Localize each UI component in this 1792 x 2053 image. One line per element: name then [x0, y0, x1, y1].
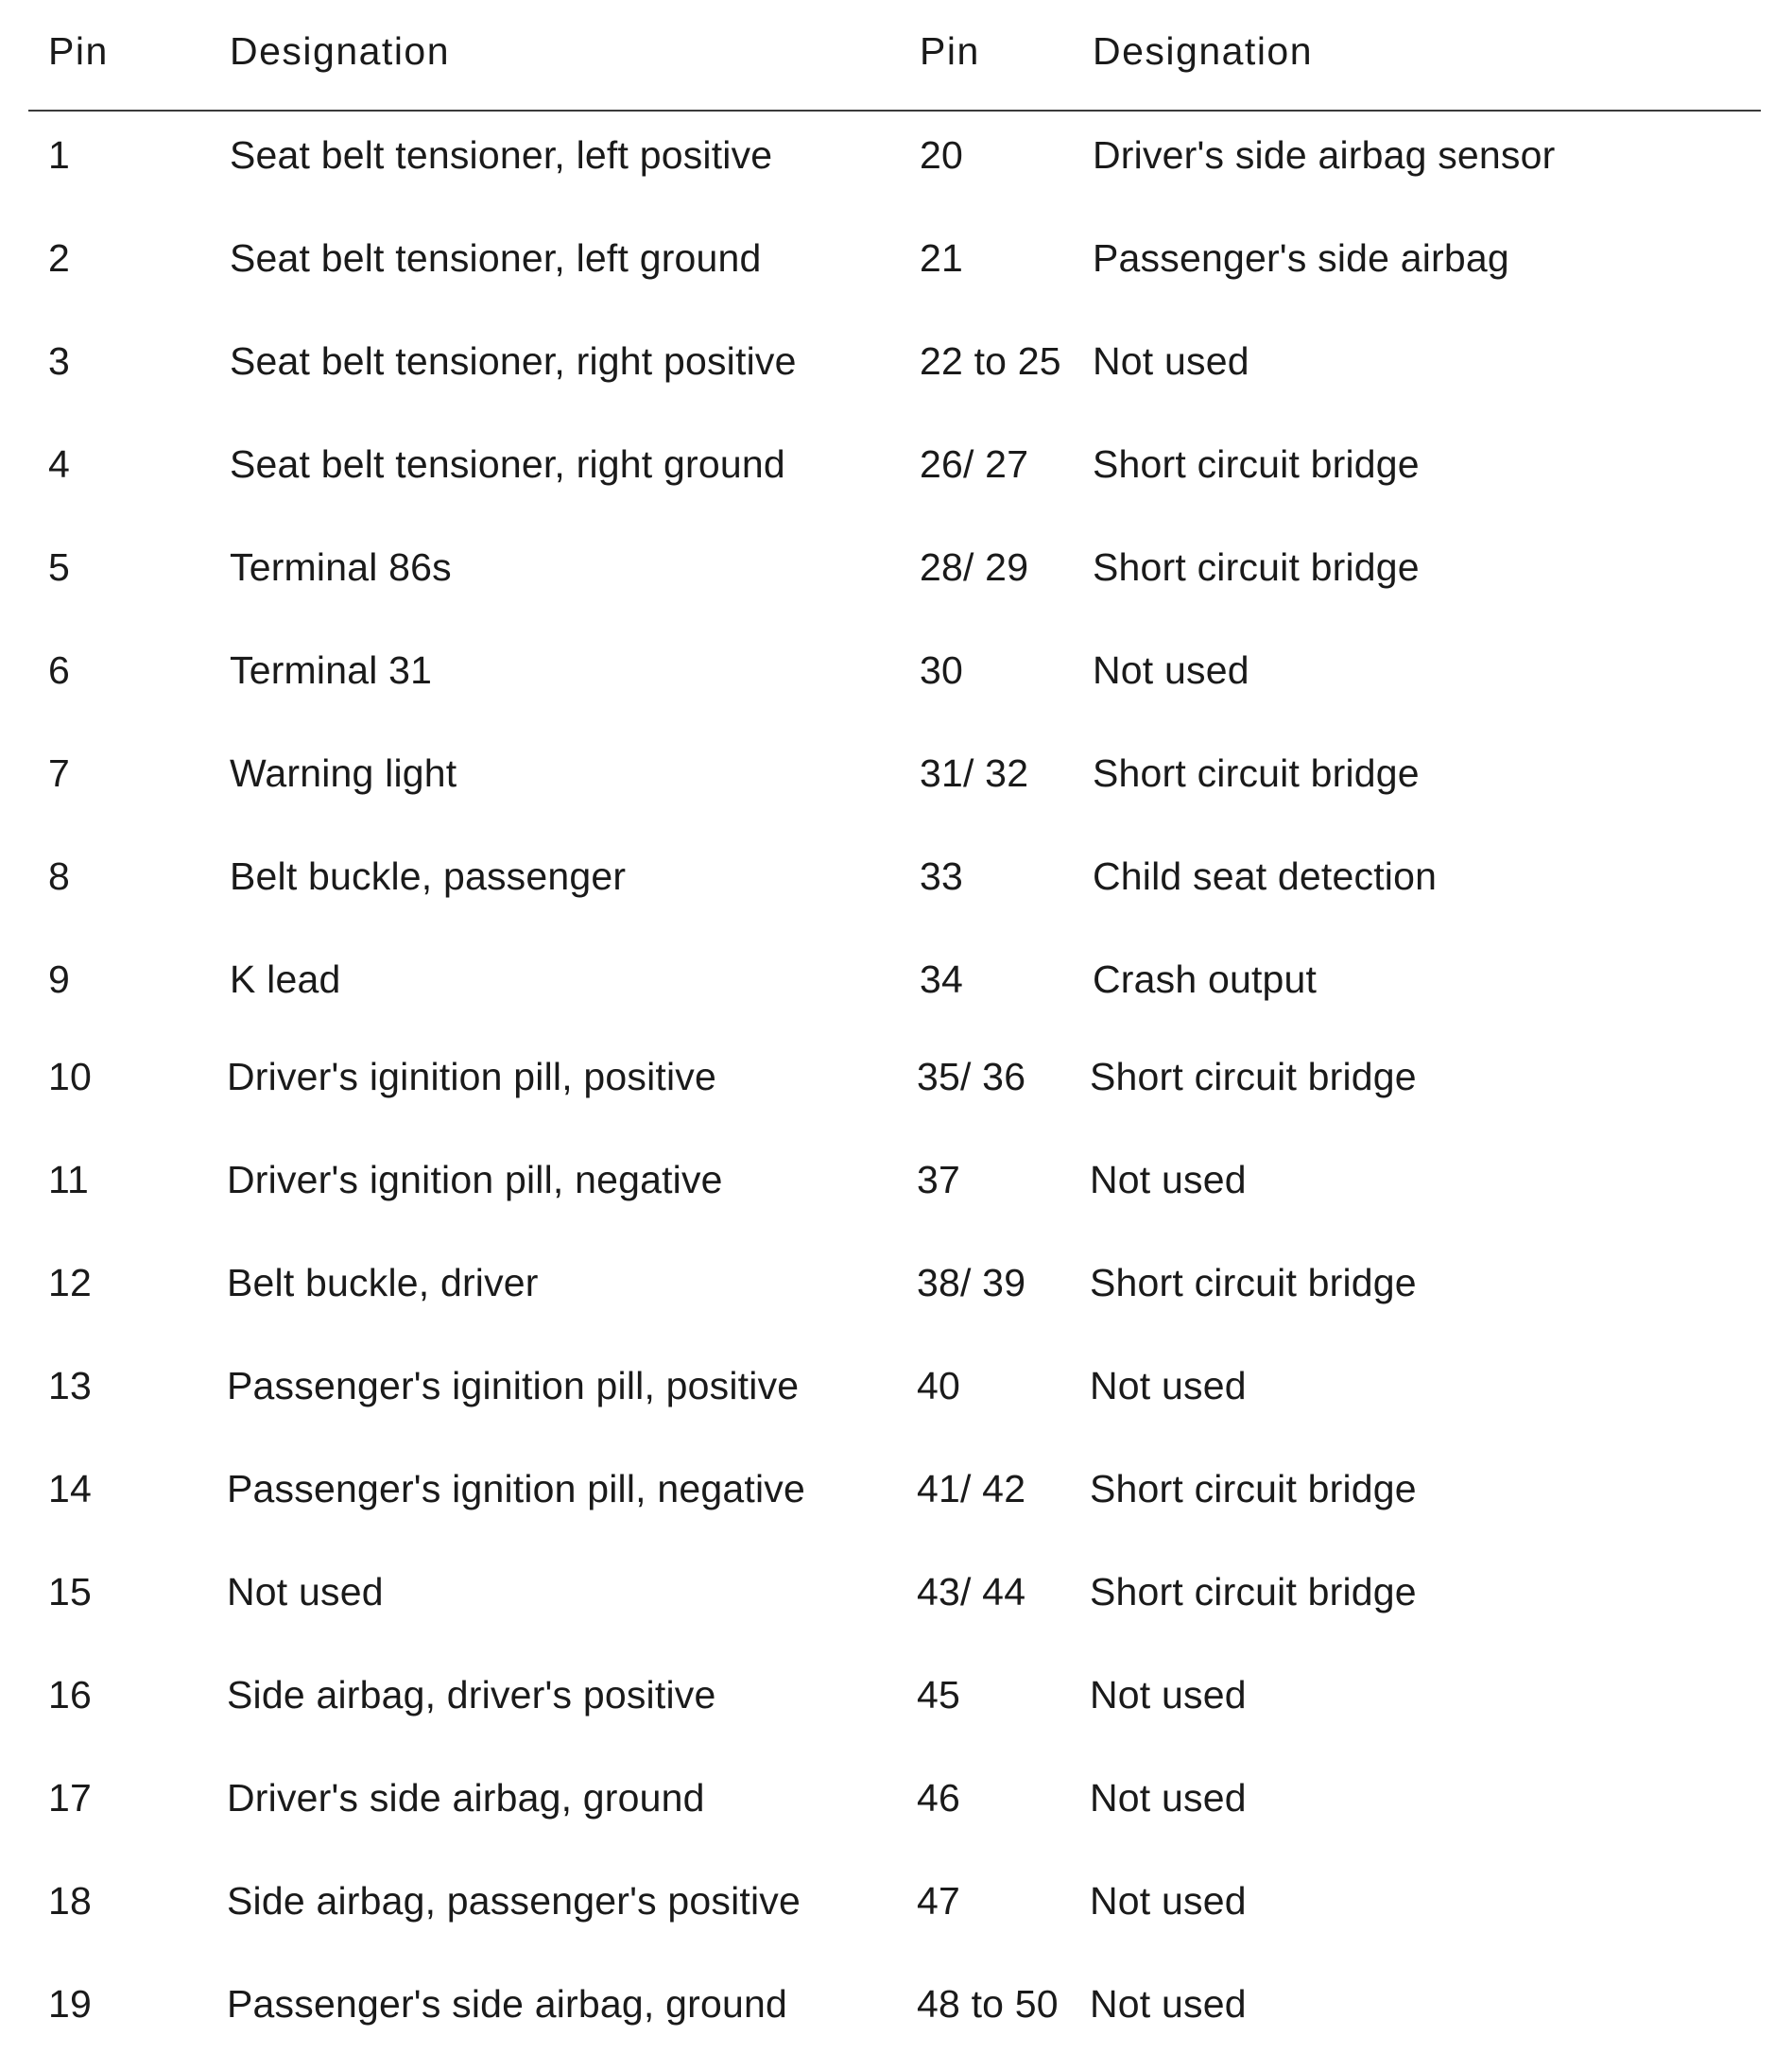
pin-number-right: 35/ 36: [917, 1055, 1026, 1098]
pin-number-left: 7: [48, 751, 71, 795]
designation-left: Not used: [227, 1570, 384, 1613]
pin-number-right: 40: [917, 1364, 961, 1407]
pin-number-right: 22 to 25: [920, 339, 1061, 383]
designation-right: Short circuit bridge: [1090, 1467, 1417, 1510]
pin-number-right: 46: [917, 1776, 961, 1820]
pin-number-left: 9: [48, 957, 71, 1001]
pin-number-right: 37: [917, 1158, 961, 1201]
table-row: [0, 1878, 1792, 1935]
designation-right: Driver's side airbag sensor: [1093, 133, 1556, 177]
table-row: [0, 338, 1792, 395]
pin-number-left: 10: [48, 1055, 93, 1098]
designation-right: Short circuit bridge: [1090, 1570, 1417, 1613]
table-row: [0, 1672, 1792, 1729]
pin-number-right: 20: [920, 133, 964, 177]
designation-left: Seat belt tensioner, right ground: [230, 442, 785, 486]
table-row: [0, 1363, 1792, 1420]
table-row: [0, 957, 1792, 1013]
designation-right: Child seat detection: [1093, 854, 1438, 898]
header-pin-right: Pin: [920, 29, 980, 73]
pin-number-left: 15: [48, 1570, 93, 1613]
pin-number-left: 2: [48, 236, 71, 280]
designation-left: Passenger's ignition pill, negative: [227, 1467, 805, 1510]
pin-number-left: 12: [48, 1261, 93, 1304]
table-row: [0, 1157, 1792, 1214]
designation-right: Not used: [1093, 339, 1249, 383]
designation-left: Side airbag, passenger's positive: [227, 1879, 801, 1923]
header-pin-left: Pin: [48, 29, 109, 73]
designation-right: Not used: [1090, 1673, 1247, 1717]
pin-number-right: 21: [920, 236, 964, 280]
pin-number-left: 19: [48, 1982, 93, 2026]
designation-right: Not used: [1090, 1776, 1247, 1820]
designation-right: Short circuit bridge: [1090, 1055, 1417, 1098]
pin-number-right: 43/ 44: [917, 1570, 1026, 1613]
table-row: [0, 647, 1792, 704]
table-row: [0, 544, 1792, 601]
pin-number-left: 3: [48, 339, 71, 383]
pin-number-left: 1: [48, 133, 71, 177]
designation-right: Not used: [1090, 1158, 1247, 1201]
pin-number-right: 30: [920, 648, 964, 692]
table-row: [0, 441, 1792, 498]
designation-left: Seat belt tensioner, left ground: [230, 236, 762, 280]
pin-number-right: 47: [917, 1879, 961, 1923]
pin-number-right: 28/ 29: [920, 545, 1029, 589]
designation-right: Not used: [1090, 1982, 1247, 2026]
designation-left: Belt buckle, passenger: [230, 854, 627, 898]
pin-number-right: 48 to 50: [917, 1982, 1059, 2026]
header-designation-left: Designation: [230, 29, 451, 73]
table-row: [0, 1981, 1792, 2038]
pin-number-left: 4: [48, 442, 71, 486]
pin-number-left: 5: [48, 545, 71, 589]
pin-number-right: 41/ 42: [917, 1467, 1026, 1510]
pin-number-left: 16: [48, 1673, 93, 1717]
table-row: [0, 1260, 1792, 1317]
designation-right: Short circuit bridge: [1093, 751, 1420, 795]
pin-number-left: 6: [48, 648, 71, 692]
designation-left: Driver's iginition pill, positive: [227, 1055, 716, 1098]
pin-number-right: 26/ 27: [920, 442, 1029, 486]
designation-left: Passenger's side airbag, ground: [227, 1982, 787, 2026]
table-row: [0, 750, 1792, 807]
pin-number-right: 31/ 32: [920, 751, 1029, 795]
designation-left: Passenger's iginition pill, positive: [227, 1364, 800, 1407]
pin-number-left: 11: [48, 1158, 89, 1201]
pin-number-left: 17: [48, 1776, 93, 1820]
designation-left: Warning light: [230, 751, 457, 795]
designation-left: Driver's ignition pill, negative: [227, 1158, 723, 1201]
designation-left: Driver's side airbag, ground: [227, 1776, 705, 1820]
pin-number-left: 14: [48, 1467, 93, 1510]
table-row: [0, 854, 1792, 910]
pin-number-left: 18: [48, 1879, 93, 1923]
designation-left: Belt buckle, driver: [227, 1261, 539, 1304]
table-row: [0, 1569, 1792, 1626]
designation-right: Short circuit bridge: [1093, 545, 1420, 589]
designation-right: Crash output: [1093, 957, 1318, 1001]
pin-number-left: 13: [48, 1364, 93, 1407]
designation-right: Not used: [1090, 1879, 1247, 1923]
pin-number-right: 34: [920, 957, 964, 1001]
designation-left: Side airbag, driver's positive: [227, 1673, 716, 1717]
pin-number-right: 38/ 39: [917, 1261, 1026, 1304]
designation-right: Short circuit bridge: [1093, 442, 1420, 486]
table-header-row: [0, 0, 1792, 111]
designation-right: Not used: [1090, 1364, 1247, 1407]
pin-number-left: 8: [48, 854, 71, 898]
designation-right: Not used: [1093, 648, 1249, 692]
designation-left: Terminal 31: [230, 648, 433, 692]
designation-left: Seat belt tensioner, left positive: [230, 133, 773, 177]
designation-left: Seat belt tensioner, right positive: [230, 339, 797, 383]
header-divider: [28, 110, 1761, 112]
table-row: [0, 235, 1792, 292]
table-row: [0, 132, 1792, 189]
pin-number-right: 33: [920, 854, 964, 898]
table-row: [0, 1054, 1792, 1111]
table-row: [0, 1775, 1792, 1832]
designation-right: Passenger's side airbag: [1093, 236, 1509, 280]
table-row: [0, 1466, 1792, 1523]
pin-number-right: 45: [917, 1673, 961, 1717]
designation-left: K lead: [230, 957, 341, 1001]
header-designation-right: Designation: [1093, 29, 1314, 73]
designation-right: Short circuit bridge: [1090, 1261, 1417, 1304]
designation-left: Terminal 86s: [230, 545, 452, 589]
